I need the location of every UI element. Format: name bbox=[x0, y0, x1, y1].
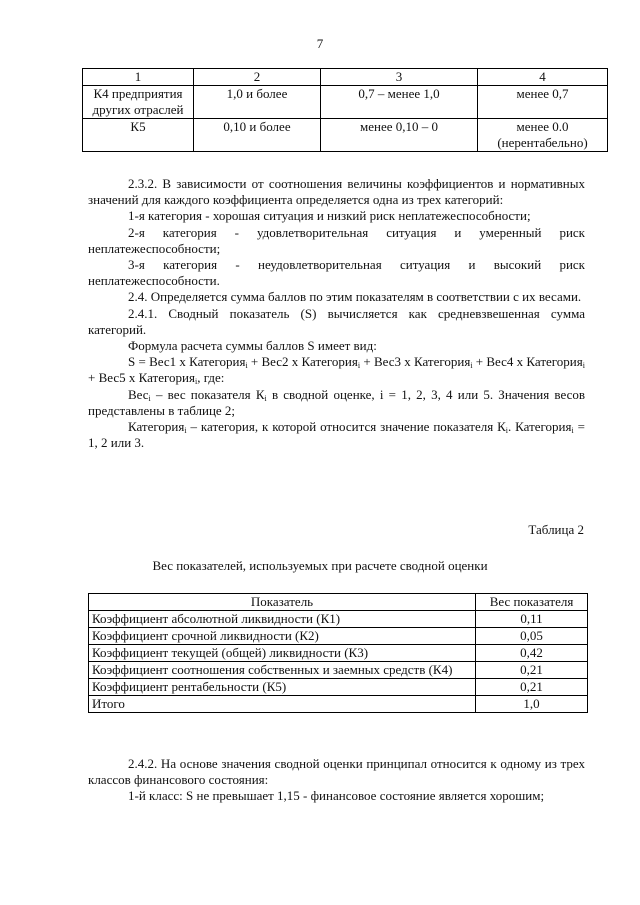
table-cell: 0,21 bbox=[476, 662, 588, 679]
category-1-text: 1-я категория - хорошая ситуация и низкий риск неплатежеспособности; bbox=[128, 208, 531, 224]
definition-text: Вес bbox=[128, 386, 149, 402]
page-number: 7 bbox=[316, 36, 324, 51]
weight-definition bbox=[88, 387, 585, 419]
table-header-row bbox=[83, 69, 608, 86]
table-row bbox=[83, 119, 608, 152]
table-header-cell: Показатель bbox=[89, 594, 476, 611]
table-cell: Коэффициент рентабельности (К5) bbox=[89, 679, 476, 696]
table-row bbox=[89, 696, 588, 713]
table-row bbox=[89, 628, 588, 645]
table-2-label: Таблица 2 bbox=[528, 522, 584, 537]
table-cell: 0,11 bbox=[476, 611, 588, 628]
subscript: i bbox=[582, 361, 585, 371]
definition-text: в сводной оценке, i = 1, 2, 3, 4 или 5. Значения весов представлены в таблице 2; bbox=[88, 386, 585, 418]
table-cell: 0,10 и более bbox=[194, 119, 321, 152]
table-cell: менее 0,10 – 0 bbox=[321, 119, 478, 152]
paragraph-2-4-1: 2.4.1. Сводный показатель (S) вычисляется как средневзвешенная сумма категорий. bbox=[88, 305, 585, 337]
table-header-cell: 3 bbox=[321, 69, 478, 86]
subscript: i bbox=[184, 426, 187, 436]
definition-text: = 1, 2 или 3. bbox=[88, 419, 585, 451]
paragraph-2-4: 2.4. Определяется сумма баллов по этим показателям в соответствии с их весами. bbox=[128, 289, 582, 305]
subscript: i bbox=[264, 393, 267, 403]
body-text bbox=[88, 176, 585, 451]
subscript: i bbox=[357, 361, 361, 371]
criteria-table bbox=[82, 68, 608, 152]
table-row bbox=[89, 679, 588, 696]
subscript: i bbox=[194, 377, 198, 387]
subscript: i bbox=[148, 393, 151, 403]
table-cell: 1,0 и более bbox=[194, 86, 321, 119]
table-cell: Коэффициент абсолютной ликвидности (К1) bbox=[89, 611, 476, 628]
table-cell: Коэффициент соотношения собственных и заемных средств (К4) bbox=[89, 662, 476, 679]
formula-text: + Вес2 х Категория bbox=[247, 354, 358, 370]
formula bbox=[88, 354, 585, 386]
subscript: i bbox=[505, 426, 508, 436]
subscript: i bbox=[470, 361, 473, 371]
formula-text: + Вес4 х Категория bbox=[472, 354, 583, 370]
category-3-text: 3-я категория - неудовлетворительная ситуация и высокий риск неплатежеспособности. bbox=[88, 257, 585, 289]
class-1-text: 1-й класс: S не превышает 1,15 - финансовое состояние является хорошим; bbox=[128, 788, 545, 804]
paragraph-2-3-2: 2.3.2. В зависимости от соотношения величины коэффициентов и нормативных значений для каждого коэффициента определяется одна из трех категорий: bbox=[88, 176, 585, 208]
paragraph-2-4-2: 2.4.2. На основе значения сводной оценки принципал относится к одному из трех классов финансового состояния: bbox=[88, 756, 585, 788]
table-cell: Итого bbox=[89, 696, 476, 713]
table-header-cell: Вес показателя bbox=[476, 594, 588, 611]
formula-text: + Вес3 х Категория bbox=[360, 354, 471, 370]
formula-text: S = Вес1 х Категория bbox=[128, 354, 246, 370]
subscript: i bbox=[571, 426, 574, 436]
body-text-bottom bbox=[88, 756, 585, 805]
table-2-caption: Вес показателей, используемых при расчете сводной оценки bbox=[152, 558, 488, 573]
table-cell: менее 0,7 bbox=[478, 86, 608, 119]
definition-text: – категория, к которой относится значение показателя К bbox=[186, 419, 506, 435]
table-cell: 0,7 – менее 1,0 bbox=[321, 86, 478, 119]
subscript: i bbox=[245, 361, 248, 371]
formula-text: , где: bbox=[197, 370, 225, 386]
table-cell: К5 bbox=[83, 119, 194, 152]
table-cell: 0,05 bbox=[476, 628, 588, 645]
weights-table bbox=[88, 593, 588, 713]
table-cell: менее 0.0 (нерентабельно) bbox=[478, 119, 608, 152]
definition-text: – вес показателя К bbox=[150, 386, 265, 402]
table-row bbox=[89, 662, 588, 679]
table-cell: Коэффициент текущей (общей) ликвидности (К3) bbox=[89, 645, 476, 662]
category-2-text: 2-я категория - удовлетворительная ситуация и умеренный риск неплатежеспособности; bbox=[88, 224, 585, 256]
table-header-cell: 4 bbox=[478, 69, 608, 86]
formula-text: + Вес5 х Категория bbox=[88, 370, 195, 386]
table-header-row bbox=[89, 594, 588, 611]
table-header-cell: 2 bbox=[194, 69, 321, 86]
table-row bbox=[83, 86, 608, 119]
table-cell: 1,0 bbox=[476, 696, 588, 713]
category-definition bbox=[88, 419, 585, 451]
table-cell: К4 предприятия других отраслей bbox=[83, 86, 194, 119]
table-row bbox=[89, 611, 588, 628]
formula-intro: Формула расчета суммы баллов S имеет вид: bbox=[128, 338, 377, 354]
table-header-cell: 1 bbox=[83, 69, 194, 86]
table-cell: 0,42 bbox=[476, 645, 588, 662]
definition-text: . Категория bbox=[508, 419, 572, 435]
table-row bbox=[89, 645, 588, 662]
table-cell: Коэффициент срочной ликвидности (К2) bbox=[89, 628, 476, 645]
table-cell: 0,21 bbox=[476, 679, 588, 696]
definition-text: Категория bbox=[128, 419, 185, 435]
